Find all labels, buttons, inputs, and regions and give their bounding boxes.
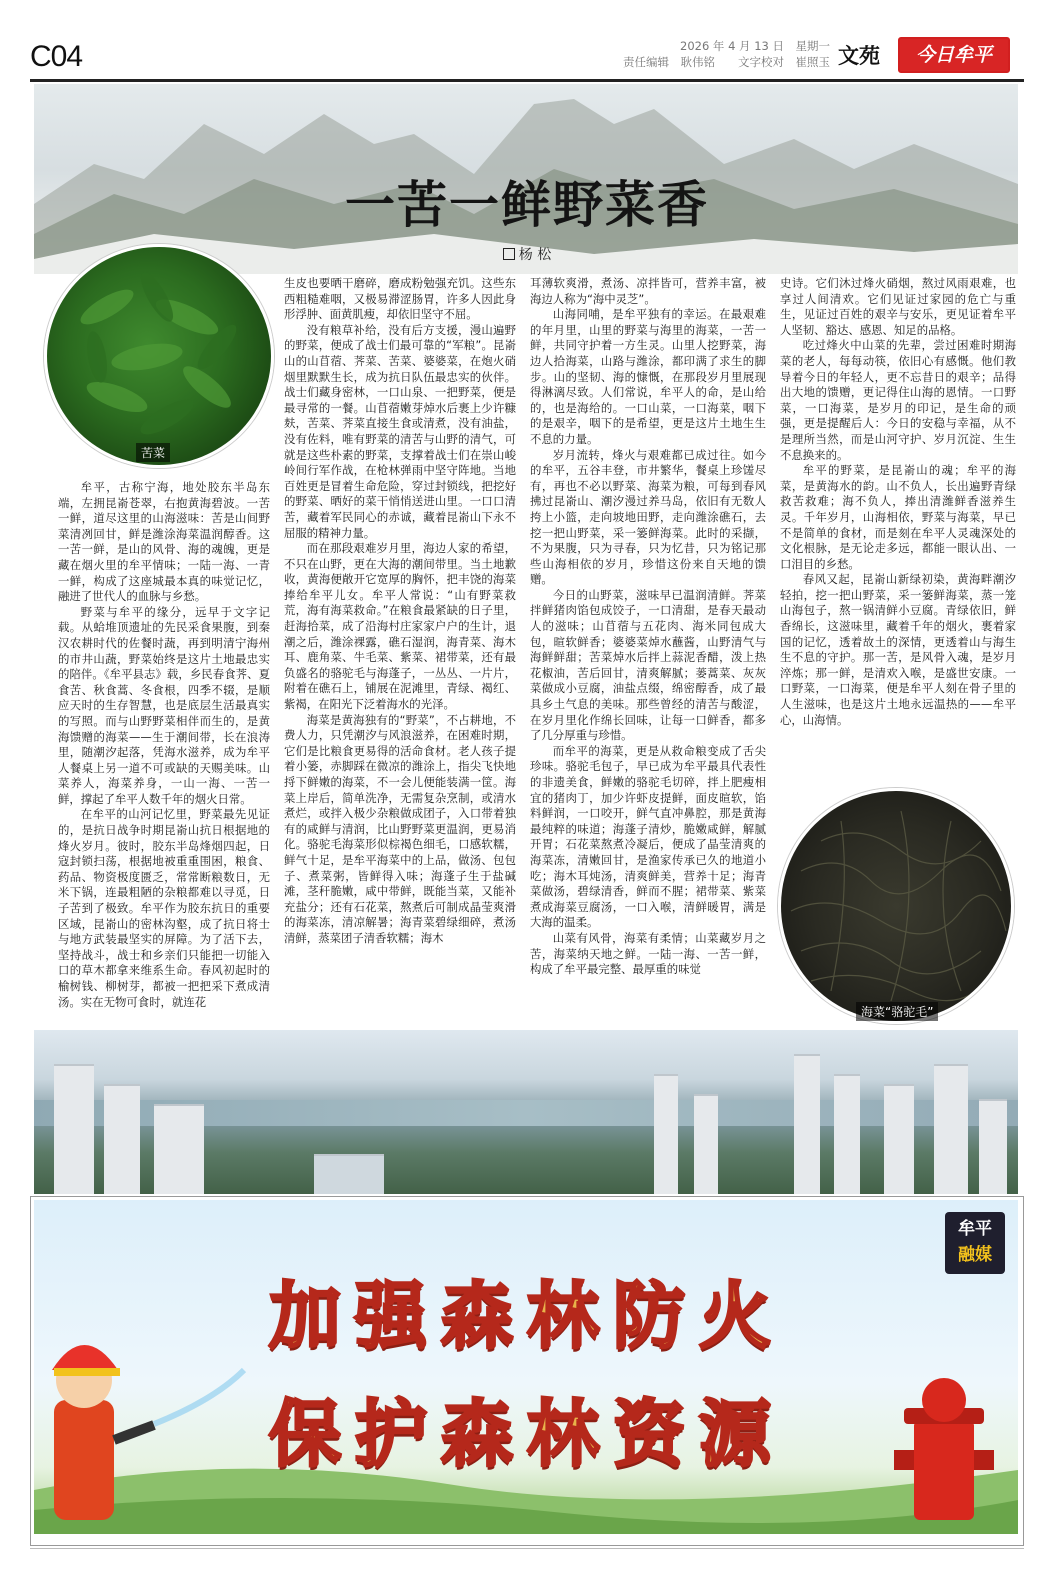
paragraph: 春风又起，昆嵛山新绿初染，黄海畔潮汐轻拍，挖一把山野菜，采一篓鲜海菜，蒸一笼山海包子，熬一锅清鲜小豆腐。青绿依旧，鲜香绵长，这滋味里，藏着千年的烟火，裹着家国的记忆，透着故土的深情，更透着山与海生生不息的守护。那一苦，是风骨入魂，是岁月淬炼；那一鲜，是清欢入喉，是盛世安康。一口野菜，一口海菜，便是牟平人刻在骨子里的人生滋味，也是这片土地永远温热的——牟平心，山海情。 (780, 572, 1016, 727)
building (979, 1099, 1007, 1194)
city-panorama-image (34, 1030, 1018, 1194)
article-column-4 (780, 276, 1016, 728)
building (934, 1064, 968, 1194)
paragraph: 岁月流转，烽火与艰难都已成过往。如今的牟平，五谷丰登，市井繁华，餐桌上珍馐尽有，再也不必以野菜、海菜为粮，可每到春风拂过昆嵛山、潮汐漫过养马岛，依旧有无数人挎上小篮，走向坡地田野，走向潍涂礁石，去挖一把山野菜，采一篓鲜海菜。此时的采撷，不为果腹，只为寻春，只为忆昔，只为铭记那些山海相依的岁月，珍惜这份来自天地的馈赠。 (530, 447, 766, 587)
paragraph: 吃过烽火中山菜的先辈，尝过困难时期海菜的老人，每每动筷，依旧心有感慨。他们教导着今日的年轻人，更不忘昔日的艰辛；品得出大地的馈赠，更记得住山海的恩情。一口野菜，一口海菜，是岁月的印记，是生命的顽强，更是提醒后人：今日的安稳与幸福，从不是理所当然，而是山河守护、岁月沉淀、生生不息换来的。 (780, 338, 1016, 462)
page-code: C04 (30, 40, 83, 73)
article-title: 一苦一鲜野菜香 (345, 176, 709, 234)
paragraph: 生皮也要晒干磨碎，磨成粉勉强充饥。这些东西粗糙难咽，又极易滞涩肠胃，许多人因此身形浮肿、面黄肌瘦，却依旧坚守不屈。 (284, 276, 516, 322)
building (694, 1094, 718, 1194)
badge-line1: 牟平 (958, 1219, 992, 1239)
paragraph: 史诗。它们沐过烽火硝烟，熬过风雨艰难，也享过人间清欢。它们见证过家园的危亡与重生，见证过百姓的艰辛与安乐，更见证着牟平人坚韧、豁达、感恩、知足的品格。 (780, 276, 1016, 337)
paragraph: 牟平，古称宁海，地处胶东半岛东端，左拥昆嵛苍翠，右抱黄海碧波。一苦一鲜，道尽这里的山海滋味：苦是山间野菜清冽回甘，鲜是潍涂海菜温润醇香。这一苦一鲜，是山的风骨、海的魂魄，更是藏在烟火里的牟平情味；一陆一海、一青一鲜，构成了这座城最本真的味觉记忆，融进了世代人的血脉与乡愁。 (58, 480, 270, 604)
paragraph: 在牟平的山河记忆里，野菜最先见证的，是抗日战争时期昆嵛山抗日根据地的烽火岁月。彼时，胶东半岛烽烟四起，日寇封锁扫荡，根据地被重重围困，粮食、药品、物资极度匮乏，常常断粮数日，无米下锅，连最粗陋的杂粮都难以寻觅，日子苦到了极致。牟平作为胶东抗日的重要区域，昆嵛山的密林沟壑，成了抗日将士与地方武装最坚实的屏障。为了活下去，坚持战斗，战士和乡亲们只能把一切能入口的草木都拿来维系生命。春风初起时的榆树钱、柳树芽，都被一把把采下煮成清汤。实在无物可食时，就连花 (58, 807, 270, 1009)
paragraph: 没有粮草补给，没有后方支援，漫山遍野的野菜，便成了战士们最可靠的“军粮”。昆嵛山的山苜蓿、荠菜、苦菜、婆婆菜，在炮火硝烟里默默生长，成为抗日队伍最忠实的伙伴。战士们藏身密林，一口山泉、一把野菜，便是最寻常的一餐。山苜蓿嫩芽焯水后裹上少许糠麸，苦菜、荠菜直接生食或清煮，没有油盐，没有佐料，唯有野菜的清苦与山野的清气，可就是这些朴素的野菜，支撑着战士们在崇山峻岭间行军作战，在枪林弹雨中坚守阵地。当地百姓更是冒着生命危险，穿过封锁线，把挖好的野菜、晒好的菜干悄悄送进山里。一口口清苦，藏着军民同心的赤诚，藏着昆嵛山下永不屈服的精神力量。 (284, 322, 516, 540)
bottom-rule (30, 1548, 1024, 1549)
header-rule (30, 79, 1024, 82)
paragraph: 山海同哺，是牟平独有的幸运。在最艰难的年月里，山里的野菜与海里的海菜，一苦一鲜，共同守护着一方生灵。山里人挖野菜，海边人拾海菜，山路与潍涂，都印满了求生的脚步。山的坚韧、海的慷慨，在那段岁月里展现得淋漓尽致。人们常说，牟平人的命，是山给的，也是海给的。一口山菜，一口海菜，咽下的是艰辛，咽下的是希望，更是这片土地生生不息的力量。 (530, 307, 766, 446)
date-line: 2026 年 4 月 13 日 星期一 (680, 39, 830, 53)
badge-line2: 融媒 (958, 1245, 992, 1265)
building (314, 1154, 384, 1194)
editors-line: 责任编辑 耿伟铭 文字校对 崔照玉 (623, 55, 830, 69)
photo2-caption: 海菜“骆驼毛” (856, 1002, 938, 1021)
paragraph: 野菜与牟平的缘分，远早于文字记载。从蛤堆顶遗址的先民采食果腹，到秦汉农耕时代的佐餐时蔬，再到明清宁海州的市井山蔬，野菜始终是这片土地最忠实的陪伴。《牟平县志》载，乡民春食荠、夏食苦、秋食蒿、冬食根，四季不辍，是顺应天时的生存智慧，也是底层生活最真实的写照。而与山野野菜相伴而生的，是黄海馈赠的海菜——生于潮间带，长在浪涛里，随潮汐起落，凭海水滋养，成为牟平人餐桌上另一道不可或缺的天赐美味。山菜养人，海菜养身，一山一海、一苦一鲜，撑起了牟平人数千年的烟火日常。 (58, 604, 270, 806)
ad-slogan-line2: 保护森林资源 (268, 1392, 785, 1476)
building (654, 1074, 678, 1194)
paragraph: 耳薄软爽滑，煮汤、凉拌皆可，营养丰富，被海边人称为“海中灵芝”。 (530, 276, 766, 306)
article-column-3 (530, 276, 766, 978)
building (104, 1084, 140, 1194)
seaweed-strands (781, 791, 1011, 1021)
building (834, 1074, 860, 1194)
photo1-caption: 苦菜 (136, 443, 170, 462)
paragraph: 而在那段艰难岁月里，海边人家的希望，不只在山野，更在大海的潮间带里。当土地歉收，黄海便敞开它宽厚的胸怀，把丰饶的海菜捧给牟平儿女。牟平人常说：“山有野菜救荒，海有海菜救命。”在粮食最紧缺的日子里，赶海拾菜，成了沿海村庄家家户户的生计，退潮之后，潍涂裸露，礁石湿润，海青菜、海木耳、鹿角菜、牛毛菜、紫菜、裙带菜，还有最负盛名的骆驼毛与海蓬子，一丛丛、一片片，附着在礁石上，铺展在泥滩里，青绿、褐红、紫褐，在阳光下泛着海水的光泽。 (284, 541, 516, 712)
building (794, 1054, 820, 1194)
leaf-pattern (47, 247, 271, 465)
seaweed-photo (778, 788, 1014, 1024)
building (154, 1104, 204, 1194)
article-column-1 (58, 480, 270, 1010)
ad-illustration (34, 1200, 1018, 1534)
article-column-2 (284, 276, 516, 947)
building (54, 1064, 94, 1194)
paragraph: 而牟平的海菜，更是从救命粮变成了舌尖珍味。骆驼毛包子，早已成为牟平最具代表性的非遗美食，鲜嫩的骆驼毛切碎，拌上肥瘦相宜的猪肉丁，加少许虾皮提鲜，面皮暄软，馅料鲜润，一口咬开，鲜气直冲鼻腔，那是黄海最纯粹的味道；海蓬子清炒，脆嫩咸鲜，解腻开胃；石花菜熬煮冷凝后，便成了晶莹清爽的海菜冻，清嫩回甘，是渔家传承已久的地道小吃；海木耳炖汤，清爽鲜美，营养十足；海青菜做汤，碧绿清香，鲜而不腥；裙带菜、紫菜煮成海菜豆腐汤，一口入喉，清鲜暖胃，满是大海的温柔。 (530, 743, 766, 930)
fire-prevention-ad (34, 1200, 1018, 1534)
bitter-greens-photo (44, 244, 274, 468)
author-name: 杨 松 (518, 247, 552, 263)
paragraph: 牟平的野菜，是昆嵛山的魂；牟平的海菜，是黄海水的韵。山不负人，长出遍野青绿救苦救难；海不负人，捧出清潍鲜香滋养生灵。千年岁月，山海相依，野菜与海菜，早已不是简单的食材，而是刻在牟平人灵魂深处的文化根脉，是无论走多远，都能一眼认出、一口泪目的乡愁。 (780, 463, 1016, 571)
paragraph: 今日的山野菜，滋味早已温润清鲜。荠菜拌鲜猪肉馅包成饺子，一口清甜，是春天最动人的滋味；山苜蓿与五花肉、海米同包成大包，暄软鲜香；婆婆菜焯水蘸酱，山野清气与海鲜鲜甜；苦菜焯水后拌上蒜泥香醋，泼上热花椒油，苦后回甘，清爽解腻；蒌蒿菜、灰灰菜做成小豆腐，油盐点缀，绵密醇香，成了最具乡土气息的美味。那些曾经的清苦与酸涩，在岁月里化作绵长回味，让每一口鲜香，都多了几分厚重与珍惜。 (530, 587, 766, 743)
building (884, 1084, 914, 1194)
byline-box-icon (503, 248, 515, 260)
paragraph: 海菜是黄海独有的“野菜”，不占耕地，不费人力，只凭潮汐与风浪滋养，在困难时期，它们是比粮食更易得的活命食材。老人孩子提着小篓，赤脚踩在微凉的潍涂上，指尖飞快地捋下鲜嫩的海菜，不一会儿便能装满一筐。海菜上岸后，简单洗净，无需复杂烹制，或清水煮烂，或拌入极少杂粮做成团子，入口带着独有的咸鲜与清润，比山野野菜更温润，更易消化。骆驼毛海菜形似棕褐色细毛，口感软糯，鲜气十足，是牟平海菜中的上品，做汤、包包子、煮菜粥，皆鲜得入味；海蓬子生于盐碱滩，茎秆脆嫩，咸中带鲜，既能当菜，又能补充盐分；还有石花菜，熬煮后可制成晶莹爽滑的海菜冻，清凉解暑；海青菜碧绿细碎，煮汤清鲜，蒸菜团子清香软糯；海木 (284, 712, 516, 945)
newspaper-logo: 今日牟平 (898, 37, 1010, 73)
ad-slogan-line1: 加强森林防火 (268, 1274, 785, 1358)
section-name: 文苑 (838, 44, 880, 68)
paragraph: 山菜有风骨，海菜有柔情；山菜藏岁月之苦，海菜纳天地之鲜。一陆一海、一苦一鲜，构成了牟平最完整、最厚重的味觉 (530, 930, 766, 977)
masthead-meta (560, 38, 830, 70)
